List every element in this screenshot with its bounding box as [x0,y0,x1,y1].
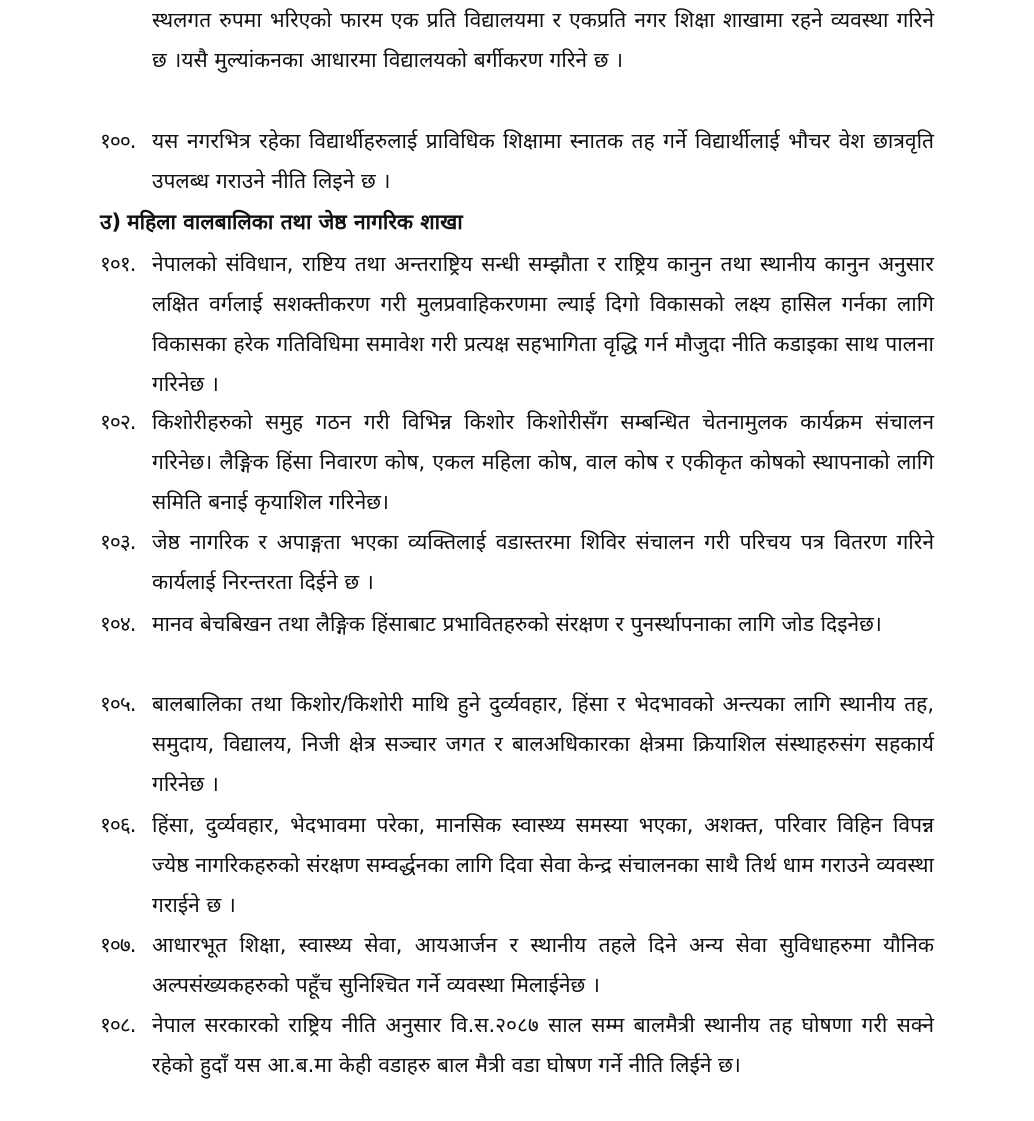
list-item-104 [100,604,934,644]
item-number: १०६. [100,813,136,837]
list-item-100 [100,121,934,201]
list-item-108 [100,1005,934,1085]
intro-text: स्थलगत रुपमा भरिएको फारम एक प्रति विद्यालयमा र एकप्रति नगर शिक्षा शाखामा रहने व्यवस्था गरिने छ ।यसै मुल्यांकनका आधारमा विद्यालयको बर्गीकरण गरिने छ । [152,8,934,72]
item-text: नेपाल सरकारको राष्ट्रिय नीति अनुसार वि.स.२०८७ साल सम्म बालमैत्री स्थानीय तह घोषणा गरी सक्ने रहेको हुदाँ यस आ.ब.मा केही वडाहरु बाल मैत्री वडा घोषण गर्ने नीति लिईने छ। [152,1013,934,1077]
item-number: १०५. [100,692,136,716]
list-item-106 [100,805,934,925]
item-text: मानव बेचबिखन तथा लैङ्गिक हिंसाबाट प्रभावितहरुको संरक्षण र पुनर्स्थापनाका लागि जोड दिइनेछ। [152,612,882,636]
item-text: हिंसा, दुर्व्यवहार, भेदभावमा परेका, मानसिक स्वास्थ्य समस्या भएका, अशक्त, परिवार विहिन विपन्न ज्येष्ठ नागरिकहरुको संरक्षण सम्वर्द्धनका लागि दिवा सेवा केन्द्र संचालनका साथै तिर्थ धाम गराउने व्यवस्था गराईने छ । [152,813,934,917]
list-item-107 [100,925,934,1005]
section-heading [100,202,934,242]
item-number: १०२. [100,410,136,434]
item-number: १०८. [100,1013,136,1037]
item-text: जेष्ठ नागरिक र अपाङ्गता भएका व्यक्तिलाई वडास्तरमा शिविर संचालन गरी परिचय पत्र वितरण गरिने कार्यलाई निरन्तरता दिईने छ । [152,530,934,594]
intro-paragraph [152,0,934,80]
item-number: १०७. [100,933,136,957]
item-text: किशोरीहरुको समुह गठन गरी विभिन्न किशोर किशोरीसँग सम्बन्धित चेतनामुलक कार्यक्रम संचालन गरिनेछ। लैङ्गिक हिंसा निवारण कोष, एकल महिला कोष, वाल कोष र एकीकृत कोषको स्थापनाको लागि समिति बनाई कृयाशिल गरिनेछ। [152,410,934,514]
list-item-103 [100,522,934,602]
item-number: १०३. [100,530,136,554]
item-text: नेपालको संविधान, राष्टिय तथा अन्तराष्ट्रिय सन्धी सम्झौता र राष्ट्रिय कानुन तथा स्थानीय कानुन अनुसार लक्षित वर्गलाई सशक्तीकरण गरी मुलप्रवाहिकरणमा ल्याई दिगो विकासको लक्ष्य हासिल गर्नका लागि विकासका हरेक गतिविधिमा समावेश गरी प्रत्यक्ष सहभागिता वृद्धि गर्न मौजुदा नीति कडाइका साथ पालना गरिनेछ । [152,252,934,396]
item-text: यस नगरभित्र रहेका विद्यार्थीहरुलाई प्राविधिक शिक्षामा स्नातक तह गर्ने विद्यार्थीलाई भौचर वेश छात्रवृति उपलब्ध गराउने नीति लिइने छ । [152,129,934,193]
item-text: बालबालिका तथा किशोर/किशोरी माथि हुने दुर्व्यवहार, हिंसा र भेदभावको अन्त्यका लागि स्थानीय तह, समुदाय, विद्यालय, निजी क्षेत्र सञ्चार जगत र बालअधिकारका क्षेत्रमा क्रियाशिल संस्थाहरुसंग सहकार्य गरिनेछ । [152,692,934,796]
item-number: १०४. [100,612,136,636]
list-item-101 [100,244,934,404]
list-item-102 [100,402,934,522]
list-item-105 [100,684,934,804]
item-number: १००. [100,129,136,153]
item-number: १०१. [100,252,136,276]
item-text: आधारभूत शिक्षा, स्वास्थ्य सेवा, आयआर्जन र स्थानीय तहले दिने अन्य सेवा सुविधाहरुमा यौनिक अल्पसंख्यकहरुको पहूँच सुनिश्चित गर्ने व्यवस्था मिलाईनेछ । [152,933,934,997]
section-title: महिला वालबालिका तथा जेष्ठ नागरिक शाखा [127,210,463,234]
section-letter: उ) [100,210,122,234]
